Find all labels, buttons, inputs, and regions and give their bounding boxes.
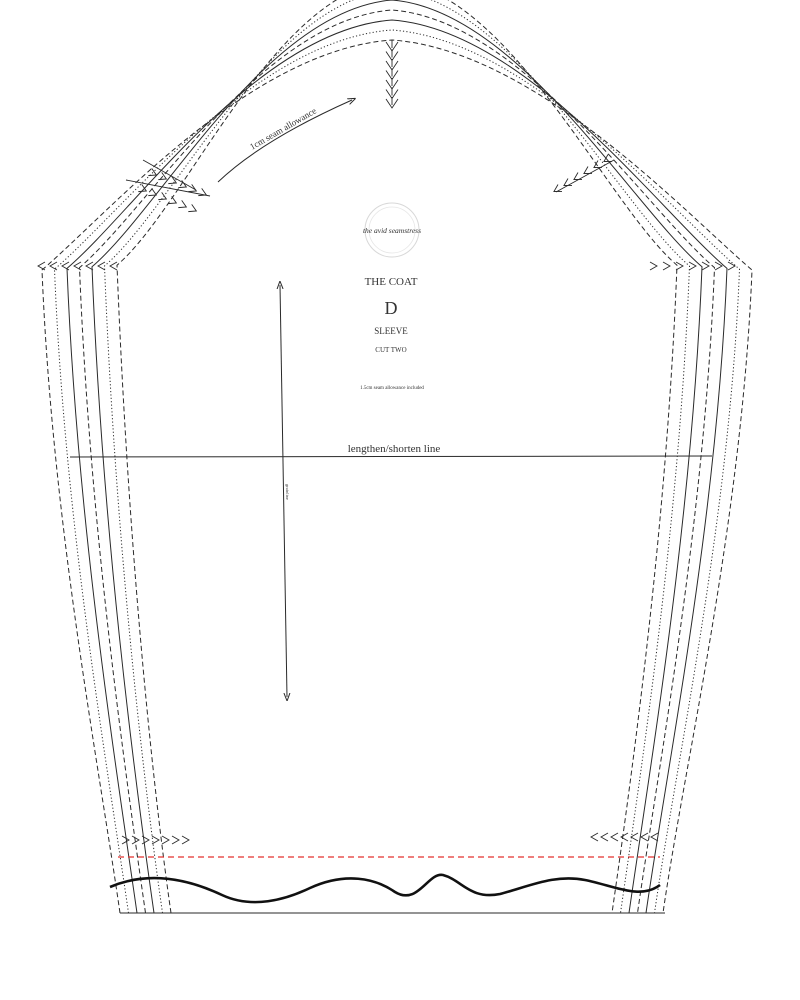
lengthen-shorten-line bbox=[70, 456, 712, 457]
notch bbox=[168, 196, 178, 206]
notch bbox=[572, 173, 582, 183]
notch bbox=[641, 833, 648, 841]
brand-logo-text: the avid seamstress bbox=[362, 226, 422, 235]
notch bbox=[650, 262, 657, 270]
notch bbox=[62, 262, 69, 270]
piece-title: THE COAT bbox=[364, 276, 418, 288]
pattern-break-line bbox=[110, 875, 660, 902]
notch bbox=[178, 180, 188, 190]
lengthen-shorten-label: lengthen/shorten line bbox=[347, 443, 441, 455]
cut-instruction: CUT TWO bbox=[375, 346, 407, 354]
notch bbox=[74, 262, 81, 270]
notch-marks bbox=[38, 40, 735, 844]
grainline-label: grainline bbox=[285, 484, 290, 500]
notch bbox=[152, 836, 159, 844]
notch bbox=[689, 262, 696, 270]
size-outline bbox=[42, 40, 752, 913]
notch bbox=[178, 200, 188, 210]
size-outline bbox=[67, 20, 727, 913]
notch bbox=[162, 836, 169, 844]
notch bbox=[728, 262, 735, 270]
notch bbox=[663, 262, 670, 270]
piece-letter: D bbox=[384, 298, 398, 318]
balance-mark bbox=[126, 180, 210, 196]
notch bbox=[198, 188, 208, 198]
notch bbox=[601, 833, 608, 841]
seam-allowance-label: 1cm seam allowance bbox=[248, 105, 318, 152]
notch bbox=[676, 262, 683, 270]
notch bbox=[591, 833, 598, 841]
piece-name: SLEEVE bbox=[374, 326, 408, 336]
notch bbox=[702, 262, 709, 270]
seam-allowance-arrow bbox=[218, 100, 352, 182]
notch bbox=[110, 262, 117, 270]
notch bbox=[182, 836, 189, 844]
size-outline bbox=[80, 10, 715, 913]
seam-allowance-note: 1.5cm seam allowance included bbox=[360, 386, 424, 391]
size-outline bbox=[55, 30, 740, 913]
notch bbox=[50, 262, 57, 270]
notch bbox=[172, 836, 179, 844]
notch bbox=[611, 833, 618, 841]
brand-logo bbox=[363, 203, 421, 257]
notch bbox=[621, 833, 628, 841]
notch bbox=[98, 262, 105, 270]
notch bbox=[188, 204, 198, 214]
